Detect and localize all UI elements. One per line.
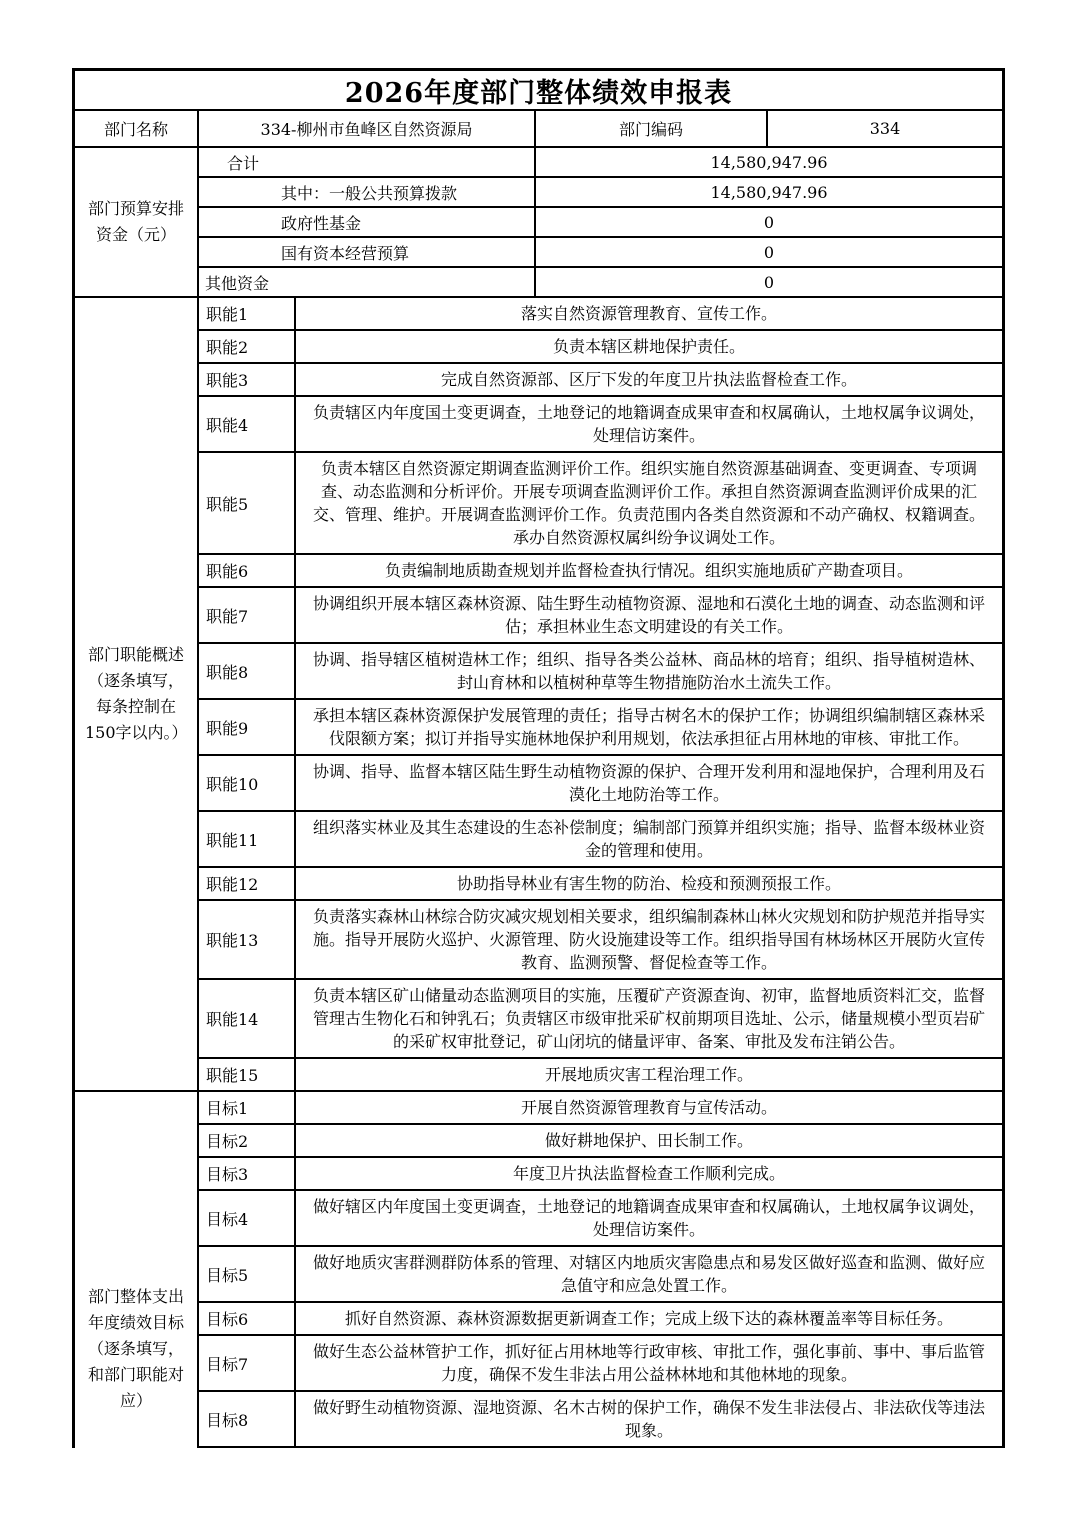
budget-row <box>199 238 1002 268</box>
function-row <box>199 980 1002 1059</box>
budget-item-label: 合计 <box>199 148 536 176</box>
function-row <box>199 756 1002 812</box>
function-text: 协助指导林业有害生物的防治、检疫和预测预报工作。 <box>456 874 841 893</box>
budget-row <box>199 178 1002 208</box>
function-row <box>199 331 1002 364</box>
budget-item-value: 0 <box>763 242 775 262</box>
budget-item-label: 其他资金 <box>199 268 536 296</box>
function-row <box>199 812 1002 868</box>
dept-name-label: 部门名称 <box>75 111 199 148</box>
function-label: 职能5 <box>199 453 296 553</box>
department-header-row <box>75 111 1002 148</box>
goal-label: 目标8 <box>199 1392 296 1446</box>
function-text: 组织落实林业及其生态建设的生态补偿制度；编制部门预算并组织实施；指导、监督本级林业资金的管理和使用。 <box>312 818 985 860</box>
goal-text: 做好地质灾害群测群防体系的管理、对辖区内地质灾害隐患点和易发区做好巡查和监测、做好应急值守和应急处置工作。 <box>312 1253 985 1295</box>
goals-section-label: 部门整体支出年度绩效目标（逐条填写，和部门职能对应） <box>75 1092 199 1448</box>
function-text: 开展地质灾害工程治理工作。 <box>544 1065 753 1084</box>
function-row <box>199 453 1002 555</box>
function-text: 负责本辖区自然资源定期调查监测评价工作。组织实施自然资源基础调查、变更调查、专项调查、动态监测和分析评价。开展专项调查监测评价工作。承担自然资源调查监测评价成果的汇交、管理、维护。开展调查监测评价工作。负责范围内各类自然资源和不动产确权、权籍调查。承办自然资源权属纠纷争议调处工作。 <box>312 459 985 547</box>
budget-section <box>75 148 1002 298</box>
function-row <box>199 868 1002 901</box>
goal-text: 做好野生动植物资源、湿地资源、名木古树的保护工作，确保不发生非法侵占、非法砍伐等违法现象。 <box>312 1398 985 1440</box>
function-label: 职能8 <box>199 644 296 698</box>
function-label: 职能7 <box>199 588 296 642</box>
goal-row <box>199 1247 1002 1303</box>
function-text: 协调、指导辖区植树造林工作；组织、指导各类公益林、商品林的培育；组织、指导植树造林、封山育林和以植树种草等生物措施防治水土流失工作。 <box>312 650 985 692</box>
goal-label: 目标4 <box>199 1191 296 1245</box>
goal-rows <box>199 1092 1002 1448</box>
function-row <box>199 644 1002 700</box>
goal-row <box>199 1303 1002 1336</box>
goal-row <box>199 1092 1002 1125</box>
functions-section <box>75 298 1002 1092</box>
budget-item-value: 0 <box>763 212 775 232</box>
budget-item-value: 0 <box>763 272 775 292</box>
function-text: 协调组织开展本辖区森林资源、陆生野生动植物资源、湿地和石漠化土地的调查、动态监测和评估；承担林业生态文明建设的有关工作。 <box>312 594 985 636</box>
function-label: 职能9 <box>199 700 296 754</box>
goal-text: 年度卫片执法监督检查工作顺利完成。 <box>512 1164 785 1183</box>
function-label: 职能12 <box>199 868 296 899</box>
goal-row <box>199 1392 1002 1448</box>
function-label: 职能2 <box>199 331 296 362</box>
goal-label: 目标6 <box>199 1303 296 1334</box>
function-text: 负责辖区内年度国土变更调查，土地登记的地籍调查成果审查和权属确认，土地权属争议调处，处理信访案件。 <box>312 403 985 445</box>
budget-item-label: 政府性基金 <box>199 208 536 236</box>
function-text: 负责本辖区耕地保护责任。 <box>552 337 745 356</box>
dept-name-value: 334-柳州市鱼峰区自然资源局 <box>199 111 536 148</box>
budget-row <box>199 268 1002 298</box>
function-text: 落实自然资源管理教育、宣传工作。 <box>520 304 777 323</box>
function-text: 完成自然资源部、区厅下发的年度卫片执法监督检查工作。 <box>440 370 857 389</box>
function-row <box>199 298 1002 331</box>
function-label: 职能15 <box>199 1059 296 1090</box>
goal-row <box>199 1191 1002 1247</box>
budget-section-label: 部门预算安排资金（元） <box>75 148 199 298</box>
dept-code-label: 部门编码 <box>536 111 768 148</box>
function-row <box>199 901 1002 980</box>
goal-label: 目标5 <box>199 1247 296 1301</box>
function-row <box>199 555 1002 588</box>
function-label: 职能3 <box>199 364 296 395</box>
goal-label: 目标3 <box>199 1158 296 1189</box>
goal-text: 做好耕地保护、田长制工作。 <box>544 1131 753 1150</box>
goal-label: 目标2 <box>199 1125 296 1156</box>
function-label: 职能14 <box>199 980 296 1057</box>
budget-rows <box>199 148 1002 298</box>
function-row <box>199 1059 1002 1092</box>
dept-code-value: 334 <box>768 111 1002 148</box>
page-title: 2026年度部门整体绩效申报表 <box>75 71 1002 111</box>
goal-label: 目标1 <box>199 1092 296 1123</box>
function-row <box>199 364 1002 397</box>
goal-text: 抓好自然资源、森林资源数据更新调查工作；完成上级下达的森林覆盖率等目标任务。 <box>344 1309 953 1328</box>
function-label: 职能11 <box>199 812 296 866</box>
function-rows <box>199 298 1002 1092</box>
function-label: 职能1 <box>199 298 296 329</box>
title-row <box>75 71 1002 111</box>
function-label: 职能6 <box>199 555 296 586</box>
performance-declaration-table <box>72 68 1005 1448</box>
function-label: 职能4 <box>199 397 296 451</box>
goal-label: 目标7 <box>199 1336 296 1390</box>
budget-row <box>199 148 1002 178</box>
functions-section-label: 部门职能概述（逐条填写，每条控制在150字以内。） <box>75 298 199 1092</box>
goal-text: 开展自然资源管理教育与宣传活动。 <box>520 1098 777 1117</box>
goals-section <box>75 1092 1002 1448</box>
function-text: 协调、指导、监督本辖区陆生野生动植物资源的保护、合理开发利用和湿地保护，合理利用及石漠化土地防治等工作。 <box>312 762 985 804</box>
budget-item-value: 14,580,947.96 <box>710 152 828 172</box>
function-text: 承担本辖区森林资源保护发展管理的责任；指导古树名木的保护工作；协调组织编制辖区森林采伐限额方案；拟订并指导实施林地保护利用规划，依法承担征占用林地的审核、审批工作。 <box>312 706 985 748</box>
function-row <box>199 588 1002 644</box>
function-label: 职能13 <box>199 901 296 978</box>
budget-row <box>199 208 1002 238</box>
goal-row <box>199 1125 1002 1158</box>
function-row <box>199 397 1002 453</box>
budget-item-value: 14,580,947.96 <box>710 182 828 202</box>
function-row <box>199 700 1002 756</box>
function-text: 负责落实森林山林综合防灾减灾规划相关要求，组织编制森林山林火灾规划和防护规范并指导实施。指导开展防火巡护、火源管理、防火设施建设等工作。组织指导国有林场林区开展防火宣传教育、监测预警、督促检查等工作。 <box>312 907 985 972</box>
goal-row <box>199 1158 1002 1191</box>
function-text: 负责本辖区矿山储量动态监测项目的实施，压覆矿产资源查询、初审，监督地质资料汇交，监督管理古生物化石和钟乳石；负责辖区市级审批采矿权前期项目选址、公示，储量规模小型页岩矿的采矿权审批登记，矿山闭坑的储量评审、备案、审批及发布注销公告。 <box>312 986 985 1051</box>
goal-text: 做好辖区内年度国土变更调查，土地登记的地籍调查成果审查和权属确认，土地权属争议调处，处理信访案件。 <box>312 1197 985 1239</box>
function-text: 负责编制地质勘查规划并监督检查执行情况。组织实施地质矿产勘查项目。 <box>384 561 913 580</box>
budget-item-label: 其中：一般公共预算拨款 <box>199 178 536 206</box>
goal-text: 做好生态公益林管护工作，抓好征占用林地等行政审核、审批工作，强化事前、事中、事后监管力度，确保不发生非法占用公益林林地和其他林地的现象。 <box>312 1342 985 1384</box>
budget-item-label: 国有资本经营预算 <box>199 238 536 266</box>
function-label: 职能10 <box>199 756 296 810</box>
goal-row <box>199 1336 1002 1392</box>
